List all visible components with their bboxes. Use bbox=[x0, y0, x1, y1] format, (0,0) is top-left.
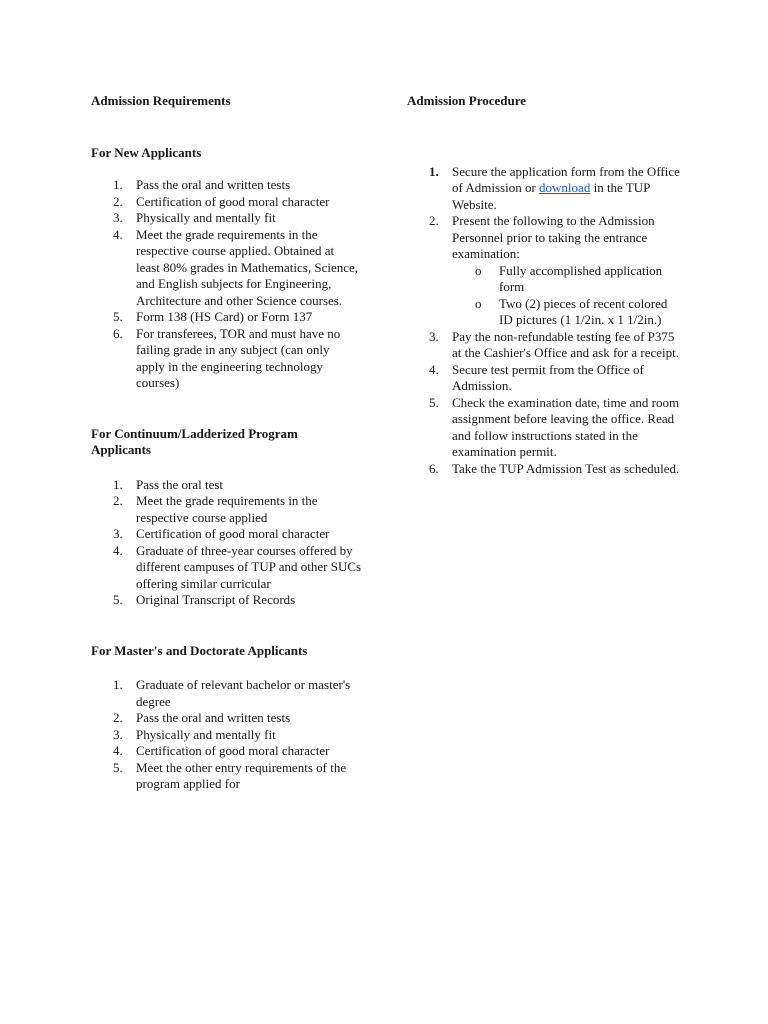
list-item: 3. Physically and mentally fit bbox=[113, 726, 276, 742]
procedure-steps-list bbox=[407, 164, 683, 478]
new-applicants-list bbox=[91, 177, 361, 392]
list-item: 3. Certification of good moral character bbox=[113, 526, 330, 541]
continuum-applicants-list bbox=[91, 477, 365, 609]
list-item: 5. Meet the other entry requirements of the program applied for bbox=[113, 759, 347, 791]
list-item: o Two (2) pieces of recent colored ID pictures (1 1/2in. x 1 1/2in.) bbox=[475, 295, 668, 327]
list-item: 5. Form 138 (HS Card) or Form 137 bbox=[113, 309, 313, 324]
continuum-applicants-title: For Continuum/Ladderized Program Applicants bbox=[91, 425, 298, 457]
new-applicants-title: For New Applicants bbox=[91, 144, 202, 160]
list-item: 4. Certification of good moral character bbox=[113, 743, 330, 758]
admission-requirements-heading: Admission Requirements bbox=[91, 93, 231, 108]
procedure-step-3: 3. Pay the non-refundable testing fee of P375 at the Cashier's Office and ask for a receipt. bbox=[429, 328, 679, 360]
list-item: 2. Certification of good moral character bbox=[113, 193, 330, 209]
list-item: 5. Original Transcript of Records bbox=[113, 592, 296, 607]
admission-procedure-column bbox=[407, 93, 687, 477]
list-item: 2. Pass the oral and written tests bbox=[113, 710, 291, 725]
procedure-step-4: 4. Secure test permit from the Office of Admission. bbox=[429, 361, 644, 393]
masters-doctorate-title: For Master's and Doctorate Applicants bbox=[91, 642, 308, 658]
bullet-icon: o bbox=[475, 262, 482, 278]
bullet-icon: o bbox=[475, 295, 482, 311]
procedure-step-5: 5. Check the examination date, time and room assignment before leaving the office. Read and follow instructions stated in the examination permit. bbox=[429, 394, 680, 459]
list-item: 6. For transferees, TOR and must have no failing grade in any subject (can only apply in the engineering technology courses) bbox=[113, 325, 341, 390]
list-item: 3. Physically and mentally fit bbox=[113, 210, 276, 225]
list-item: 4. Graduate of three-year courses offered by different campuses of TUP and other SUCs offering similar curricular bbox=[113, 542, 362, 591]
list-item: 1. Pass the oral and written tests bbox=[113, 177, 291, 192]
list-item: o Fully accomplished application form bbox=[475, 262, 663, 294]
masters-doctorate-list bbox=[91, 677, 366, 793]
admission-procedure-heading: Admission Procedure bbox=[407, 93, 527, 108]
procedure-step-2: 2. Present the following to the Admission Personnel prior to taking the entrance examination: o Fully accomplished application form o Two (2) pieces of recent colored ID pictures (1 1/2in. x 1 1/2in.) bbox=[407, 213, 683, 329]
admission-requirements-column bbox=[91, 93, 371, 793]
procedure-step-1: 1. Secure the application form from the Office of Admission or download in the TUP Website. bbox=[429, 163, 680, 212]
procedure-step-6: 6. Take the TUP Admission Test as scheduled. bbox=[429, 460, 680, 476]
list-item: 1. Pass the oral test bbox=[113, 476, 224, 492]
list-item: 2. Meet the grade requirements in the respective course applied bbox=[113, 493, 318, 525]
list-item: 4. Meet the grade requirements in the respective course applied. Obtained at least 80% grades in Mathematics, Science, and English subjects for Engineering, Architecture and other Science courses. bbox=[113, 226, 359, 308]
download-link[interactable]: download bbox=[539, 180, 591, 195]
list-item: 1. Graduate of relevant bachelor or master's degree bbox=[113, 677, 351, 709]
required-documents-list bbox=[452, 263, 683, 329]
